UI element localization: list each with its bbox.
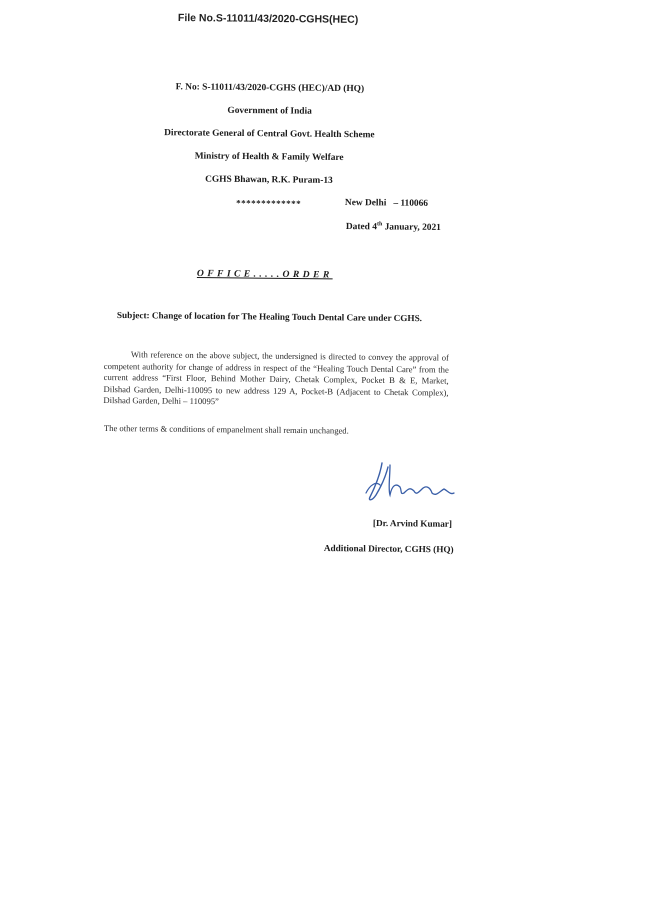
date-line	[346, 221, 441, 233]
directorate-line: Directorate General of Central Govt. Health Scheme	[164, 128, 375, 141]
reference-number: F. No: S-11011/43/2020-CGHS (HEC)/AD (HQ)	[175, 82, 365, 95]
terms-paragraph: The other terms & conditions of empanelment shall remain unchanged.	[103, 423, 349, 436]
separator-stars: *************	[236, 197, 302, 209]
signatory-designation: Additional Director, CGHS (HQ)	[323, 543, 454, 555]
date-suffix: January, 2021	[382, 222, 441, 233]
body-paragraph: With reference on the above subject, the undersigned is directed to convey the approval of competent authority for change of address in respect of the “Healing Touch Dental Care” from the current address “First Floor, Behind Mother Dairy, Chetak Complex, Pocket B & E, Market, Dilshad Garden, Delhi-110095 to new address 129 A, Pocket-B (Adjacent to Chetak Complex), Dilshad Garden, Delhi – 110095”	[103, 349, 449, 407]
document-title: OFFICE.....ORDER	[196, 268, 333, 281]
place-line: New Delhi – 110066	[344, 198, 429, 209]
subject-line: Subject: Change of location for The Healing Touch Dental Care under CGHS.	[116, 310, 423, 324]
signature-image	[360, 455, 460, 510]
letterhead	[149, 76, 390, 217]
address-line: CGHS Bhawan, R.K. Puram-13	[205, 174, 333, 186]
signatory-name: [Dr. Arvind Kumar]	[372, 518, 453, 529]
ministry-line: Ministry of Health & Family Welfare	[194, 151, 344, 164]
date-ordinal: th	[376, 221, 383, 228]
file-number: File No.S-11011/43/2020-CGHS(HEC)	[177, 12, 359, 26]
date-prefix: Dated 4	[345, 221, 377, 233]
government-line: Government of India	[227, 105, 312, 117]
